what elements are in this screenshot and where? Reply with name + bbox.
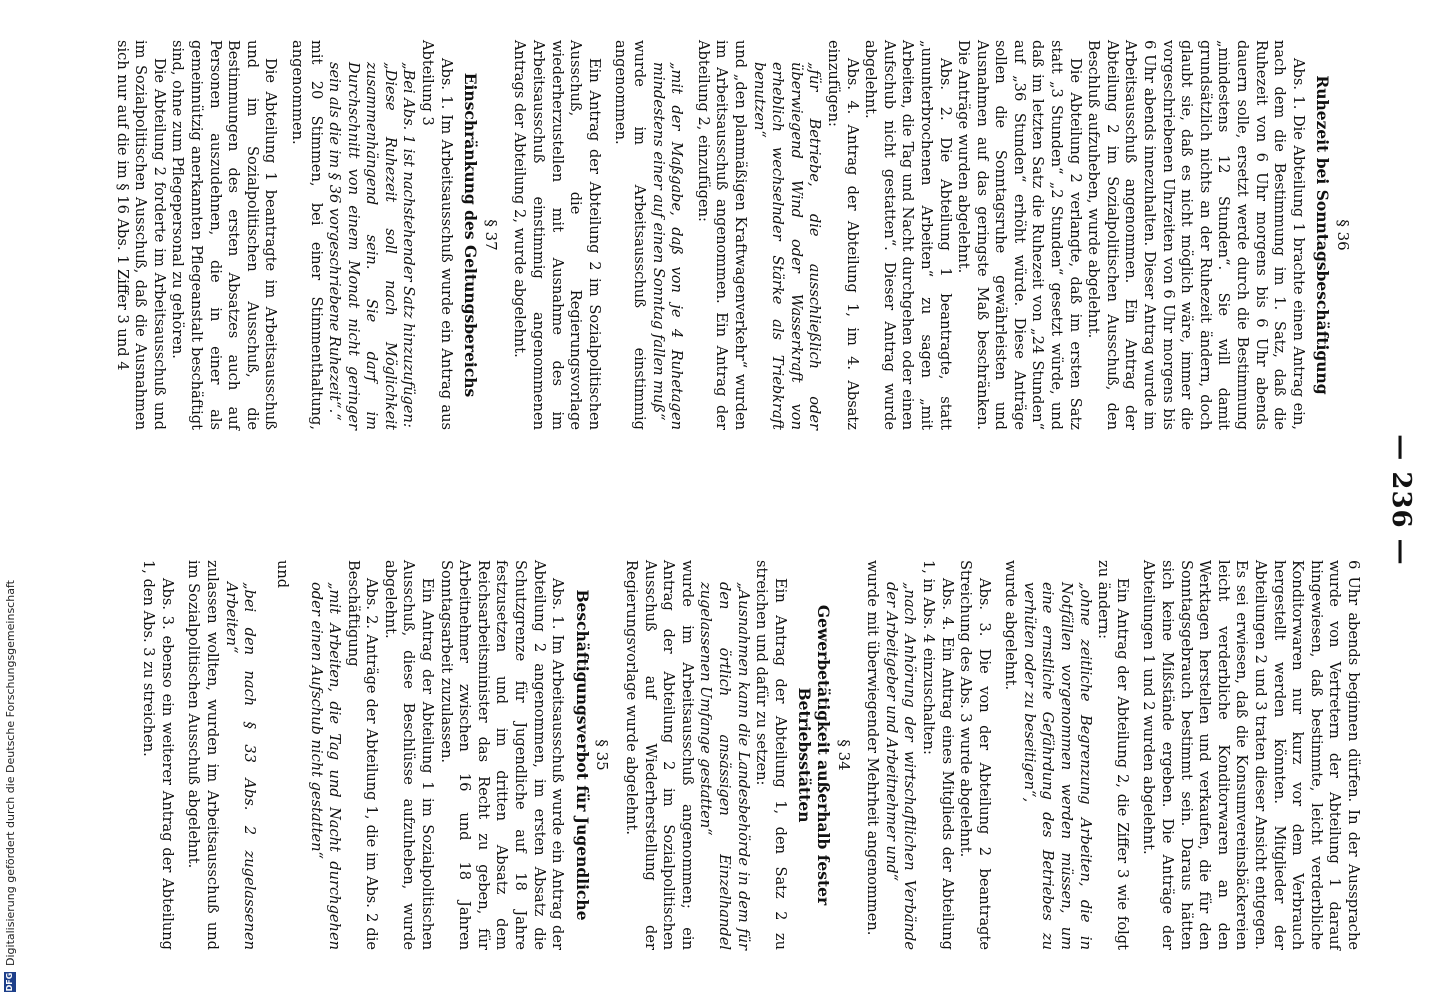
paragraph: Abs. 1. Im Arbeitsausschuß wurde ein Antrag aus Abteilung 3 [419,40,455,430]
quotation: „mit Arbeiten, die Tag und Nacht durchgehen oder einen Aufschub nicht gestatten“ [307,582,344,950]
paragraph: Ein Antrag der Abteilung 1 im Sozialpolitischen Ausschuß, diese Beschlüsse aufzuheben, wurde abgelehnt. [381,560,437,950]
section-title: Einschränkung des Geltungsbereichs [461,72,481,398]
column-left [139,560,1362,950]
paragraph: wurde im Arbeitsausschuß angenommen; ein Antrag der Abteilung 2 im Sozialpolitischen Ausschuß auf Wiederherstellung der Regierungsvorlage wurde abgelehnt. [623,560,696,950]
column-right [112,40,1362,430]
paragraph: 6 Uhr abends beginnen dürfen. In der Aussprache wurde von Vertretern der Abteilung 1 darauf hingewiesen, daß bestimmte, leicht verderbliche Konditorwaren nur kurz vor dem Verbrauch hergestellt werden könnten. Mitglieder der Abteilungen 2 und 3 traten dieser Ansicht entgegen. Es sei erwiesen, daß die Konsumvereinsbäckereien leicht verderbliche Konditorwaren an den Werktagen herstellen und verkaufen, die für den Sonntagsgebrauch bestimmt sein. Daraus hätten sich keine Mißstände ergeben. Die Anträge der Abteilungen 1 und 2 wurden abgelehnt. [1140,560,1362,950]
page-number: — 236 — [1386,434,1416,566]
digitization-footer [0,0,20,1000]
paragraph: Abs. 4. Antrag der Abteilung 1, im 4. Absatz einzufügen: [824,40,861,430]
paragraph: Ein Antrag der Abteilung 1, den Satz 2 zu streichen und dafür zu setzen: [753,560,789,950]
section-number: § 37 [481,219,500,251]
paragraph: Abs. 2. Anträge der Abteilung 1, die im Abs. 2 die Beschäftigung [344,560,381,950]
dfg-logo: DFG [5,972,14,992]
paragraph: wurde im Arbeitsausschuß einstimmig angenommen. [612,40,649,430]
paragraph: Die Abteilung 2 forderte im Arbeitsausschuß und im Sozialpolitischen Ausschuß, daß die Ausnahmen sich nur auf die im § 16 Abs. 1 Ziffer 3 und 4 [113,40,168,430]
section-number: § 34 [834,739,853,771]
paragraph: Die Abteilung 2 verlangte, daß im ersten Satz statt „3 Stunden“ „2 Stunden“ gesetzt würde, und daß im letzten Satz die Ruhezeit von „24 Stunden“ auf „36 Stunden“ erhöht würde. Diese Anträge sollen die Sonntagsruhe gewährleisten und Ausnahmen auf das geringste Maß beschränken. Die Anträge wurden abgelehnt. [955,40,1084,430]
paragraph: und [274,560,292,589]
paragraph: zulassen wollten, wurden im Arbeitsausschuß und im Sozialpolitischen Ausschuß abgelehnt. [185,560,221,950]
section-title: Gewerbetätigkeit außerhalb fester Betriebsstätten [795,604,833,906]
quotation: „nach Anhörung der wirtschaftlichen Verbände der Arbeitgeber und Arbeitnehmer und“ [882,582,919,950]
section-title: Beschäftigungsverbot für Jugendliche [572,589,592,921]
section-number: § 36 [1334,219,1352,251]
paragraph: Ein Antrag der Abteilung 2 im Sozialpolitischen Ausschuß, die Regierungsvorlage wiederherzustellen mit Ausnahme des im Arbeitsausschuß einstimmig angenommenen Antrags der Abteilung 2, wurde abgelehnt. [511,40,603,430]
quotation: „Diese Ruhezeit soll nach Möglichkeit zusammenhängend sein. Sie darf im Durchschnitt von einem Monat nicht geringer sein als die im § 36 vorgeschriebene Ruhezeit“.“ [326,62,399,430]
paragraph: Abs. 1. Die Abteilung 1 brachte einen Antrag ein, nach dem die Bestimmung im 1. Satz, daß die Ruhezeit von 6 Uhr morgens bis 6 Uhr abends dauern solle, ersetzt werde durch die Bestimmung „mindestens 12 Stunden“. Sie will damit grundsätzlich nichts an der Ruhezeit ändern, doch glaubt sie, daß es nicht möglich wäre, immer die vorgeschriebenen Uhrzeiten von 6 Uhr morgens bis 6 Uhr abends innezuhalten. Dieser Antrag wurde im Arbeitsausschuß angenommen. Ein Antrag der Abteilung 2 im Sozialpolitischen Ausschuß, den Beschluß aufzuheben, wurde abgelehnt. [1085,40,1307,430]
page-header [1364,0,1434,1000]
paragraph: Die Abteilung 1 beantragte im Arbeitsausschuß und im Sozialpolitischen Ausschuß, die Bestimmungen des ersten Absatzes auch auf Personen auszudehnen, die in einer als gemeinnützig anerkannten Pflegeanstalt beschäftigt sind, ohne zum Pflegepersonal zu gehören. [169,40,280,430]
paragraph: wurde mit überwiegender Mehrheit angenommen. [864,560,882,936]
paragraph: Ein Antrag der Abteilung 2, die Ziffer 3 wie folgt zu ändern: [1095,560,1131,950]
paragraph: und „den planmäßigen Kraftwagenverkehr“ wurden im Arbeitsausschuß angenommen. Ein Antrag der Abteilung 2, einzufügen: [694,40,749,430]
paragraph: Abs. 4. Ein Antrag eines Mitglieds der Abteilung 1, in Abs. 4 einzuschalten: [919,560,956,950]
paragraph: Abs. 3. ebenso ein weiterer Antrag der Abteilung 1, den Abs. 3 zu streichen. [140,560,176,950]
section-number: § 35 [593,739,612,771]
quotation: „für Betriebe, die ausschließlich oder überwiegend Wind oder Wasserkraft von erheblich wechselnder Stärke als Triebkraft benutzen“ [750,62,824,430]
paragraph: wurde abgelehnt. [1002,560,1020,691]
quotation: „ohne zeitliche Begrenzung Arbeiten, die in Notfällen vorgenommen werden müssen, um eine ernstliche Gefährdung des Betriebes zu verhüten oder zu beseitigen“, [1020,582,1094,950]
footer-text: Digitalisierung gefördert durch die Deutsche Forschungsgemeinschaft [3,580,17,966]
quotation: „bei den nach § 33 Abs. 2 zugelassenen Arbeiten“ [222,582,259,950]
paragraph: Abs. 2. Die Abteilung 1 beantragte, statt „ununterbrochenen Arbeiten“ zu sagen „mit Arbeiten, die Tag und Nacht durchgehen oder einen Aufschub nicht gestatten“. Dieser Antrag wurde abgelehnt. [862,40,954,430]
quotation: „Ausnahmen kann die Landesbehörde in dem für den örtlich ansässigen Einzelhandel zugelassenen Umfange gestatten“ [697,582,752,950]
paragraph: mit 20 Stimmen, bei einer Stimmenthaltung, angenommen. [288,40,325,430]
quotation: „mit der Maßgabe, daß von je 4 Ruhetagen mindestens einer auf einen Sonntag fallen muß“ [649,62,686,430]
paragraph: Abs. 3. Die von der Abteilung 2 beantragte Streichung des Abs. 3 wurde abgelehnt. [957,560,993,950]
quotation: „Bei Abs. 1 ist nachstehender Satz hinzuzufügen: [400,62,418,428]
section-title: Ruhezeit bei Sonntagsbeschäftigung [1313,75,1333,395]
paragraph: Abs. 1. Im Arbeitsausschuß wurde ein Antrag der Abteilung 2 angenommen, im ersten Absatz die Schutzgrenze für Jugendliche auf 18 Jahre festzusetzen und im dritten Absatz dem Reichsarbeitsminister das Recht zu geben, für Arbeitnehmer zwischen 16 und 18 Jahren Sonntagsarbeit zuzulassen. [437,560,567,950]
